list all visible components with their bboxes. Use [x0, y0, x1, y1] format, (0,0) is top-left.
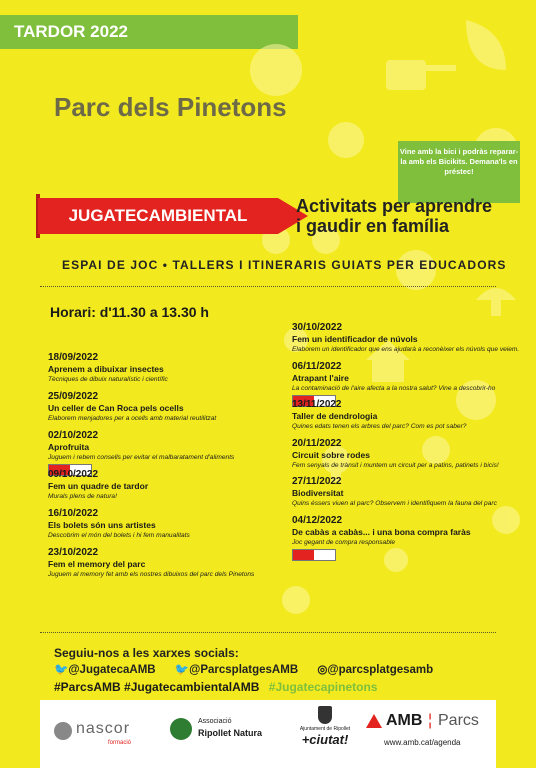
event-date: 09/10/2022 — [48, 469, 99, 480]
logo-separator: ¦ — [428, 712, 433, 729]
event-title: Aprenem a dibuixar insectes — [48, 364, 164, 374]
event-title: Atrapant l'aire — [292, 372, 349, 383]
amb-mark-icon — [366, 714, 382, 728]
event-title: Fem un quadre de tardor — [48, 481, 149, 491]
event-item — [48, 508, 278, 540]
sustainability-badge-icon — [292, 549, 336, 561]
event-item — [48, 352, 278, 384]
tagline — [296, 196, 492, 236]
event-item — [292, 476, 522, 508]
event-description: Tècniques de dibuix naturalístic i científic — [48, 376, 168, 383]
event-date: 30/10/2022 — [292, 322, 343, 333]
twitter-handle-parcs[interactable]: 🐦@ParcsplatgesAMB — [174, 664, 299, 676]
park-title: Parc dels Pinetons — [54, 92, 287, 122]
event-item — [292, 438, 522, 470]
amb-parcs-logo: AMB ¦ Parcs www.amb.cat/agenda — [366, 710, 494, 760]
ajuntament-ripollet-logo: Ajuntament de Ripollet +ciutat! — [290, 706, 360, 766]
nascor-logo: nascor formació — [54, 718, 144, 750]
event-title: Un celler de Can Roca pels ocells — [48, 403, 184, 413]
twitter-handle-jugateca[interactable]: 🐦@JugatecaAMB — [54, 664, 156, 676]
event-title: Fem un identificador de núvols — [292, 334, 418, 344]
event-description: Quins éssers viuen al parc? Observem i identifiquem la fauna del parc — [292, 500, 497, 507]
event-date: 25/09/2022 — [48, 391, 99, 402]
event-date: 23/10/2022 — [48, 547, 99, 558]
tagline-line-1: Activitats per aprendre — [296, 196, 493, 216]
event-description: Murals plens de natura! — [48, 493, 117, 500]
event-title: Fem el memory del parc — [48, 559, 146, 569]
instagram-handle[interactable]: ◎@parcsplatgesamb — [317, 664, 434, 676]
leaf-icon — [466, 20, 506, 70]
schedule-hours: Horari: d'11.30 a 13.30 h — [50, 304, 209, 320]
hashtag-parcs[interactable]: #ParcsAMB — [54, 680, 121, 694]
hashtag-jugatecambiental[interactable]: #JugatecambientalAMB — [124, 680, 260, 694]
event-date: 27/11/2022 — [292, 476, 342, 487]
event-item — [48, 547, 278, 579]
event-item — [48, 469, 278, 501]
footer-logos — [40, 700, 496, 768]
hashtags — [54, 680, 377, 694]
bike-note-box — [398, 141, 520, 203]
sun-icon — [250, 44, 302, 96]
event-date: 20/11/2022 — [292, 437, 342, 449]
hashtag-pinetons[interactable]: #Jugatecapinetons — [268, 680, 378, 694]
hand-icon — [282, 586, 310, 614]
event-description: Elaborem un identificador que ens ajudarà a reconèixer els núvols que veiem. — [292, 346, 520, 353]
event-item — [292, 322, 522, 354]
event-title: Biodiversitat — [292, 488, 344, 498]
agenda-link[interactable]: www.amb.cat/agenda — [384, 738, 461, 747]
event-description: Descobrim el món del bolets i hi fem manualitats — [48, 532, 190, 539]
event-title: Circuit sobre rodes — [292, 449, 370, 460]
divider-top — [40, 286, 496, 287]
event-title: De cabàs a cabàs... i una bona compra faràs — [292, 526, 471, 537]
event-description: Fem senyals de trànsit i muntem un circuit per a patins, patinets i bicis! — [292, 461, 499, 469]
subheading: ESPAI DE JOC • TALLERS I ITINERARIS GUIATS PER EDUCADORS — [62, 258, 507, 272]
event-description: Juguem i rebem consells per evitar el malbaratament d'aliments — [48, 454, 235, 461]
event-title: Taller de dendrologia — [292, 411, 378, 421]
event-description: Quines edats tenen els arbres del parc? Com es pot saber? — [292, 423, 467, 430]
flower-icon — [328, 122, 364, 158]
brand-badge — [38, 190, 308, 242]
event-description: Elaborem menjadores per a ocells amb material reutilitzat — [48, 415, 217, 422]
divider-bottom — [40, 632, 496, 633]
event-date: 16/10/2022 — [48, 508, 99, 519]
tree-logo-icon — [170, 718, 192, 740]
event-date: 04/12/2022 — [292, 514, 343, 526]
nascor-logo-mark — [54, 722, 72, 740]
social-handles — [54, 662, 449, 676]
event-item — [292, 399, 522, 431]
event-item — [48, 391, 278, 423]
event-description: Joc gegant de compra responsable — [292, 538, 396, 546]
brand-label: JUGATECAMBIENTAL — [38, 198, 278, 234]
event-description: Juguem al memory fet amb els nostres dibuixos del parc dels Pinetons — [48, 571, 255, 578]
event-date: 02/10/2022 — [48, 430, 99, 441]
season-label: TARDOR 2022 — [14, 22, 128, 41]
event-date: 18/09/2022 — [48, 352, 99, 363]
watering-can-icon — [386, 60, 456, 90]
event-title: Els bolets són uns artistes — [48, 520, 156, 530]
tagline-line-2: i gaudir en família — [296, 216, 450, 236]
crest-icon — [318, 706, 332, 724]
social-heading: Seguiu-nos a les xarxes socials: — [54, 646, 239, 660]
ripollet-natura-logo: Associació Ripollet Natura — [170, 714, 270, 754]
event-title: Aprofruita — [48, 442, 90, 452]
mushroom-icon — [476, 288, 516, 316]
event-date: 13/11/2022 — [292, 399, 342, 410]
event-date: 06/11/2022 — [292, 360, 342, 372]
bike-note: Vine amb la bici i podràs reparar-la amb els Bicikits. Demana'ls en préstec! — [399, 147, 519, 176]
event-description: La contaminació de l'aire afecta a la nostra salut? Vine a descobrir-ho — [292, 384, 496, 392]
event-item — [292, 515, 522, 561]
